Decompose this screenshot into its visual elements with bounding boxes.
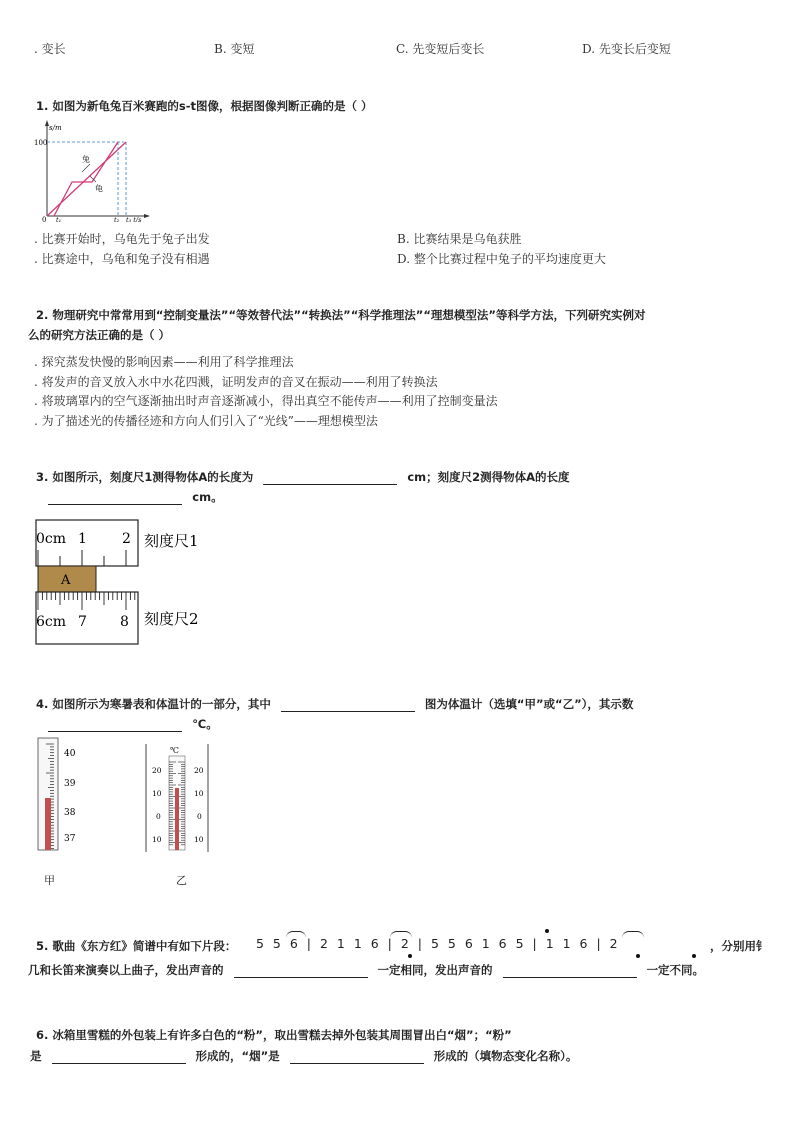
q4-blank-1[interactable] — [281, 699, 415, 712]
ruler2-name: 刻度尺2 — [144, 610, 199, 628]
q2-option-c: . 将玻璃罩内的空气逐渐抽出时声音逐渐减小，得出真空不能传声——利用了控制变量法 — [34, 394, 498, 408]
q6-line2-part1: 是 — [30, 1049, 42, 1063]
origin-label: 0 — [42, 216, 47, 222]
ruler2-label-2: 8 — [120, 614, 129, 630]
option-d: D. 先变长后变短 — [582, 42, 671, 56]
slur-1 — [286, 931, 306, 938]
q2-option-d: . 为了描述光的传播径迹和方向人们引入了“光线”——理想模型法 — [34, 414, 378, 428]
q6-line2-part2: 形成的，“烟”是 — [195, 1049, 280, 1063]
t2-label: t₂ — [114, 216, 120, 222]
jia-tick-40: 40 — [64, 749, 76, 759]
rabbit-label: 兔 — [82, 155, 90, 164]
option-b: B. 变短 — [214, 42, 255, 56]
turtle-line — [47, 142, 126, 216]
jia-tick-39: 39 — [64, 779, 76, 789]
q3-stem-part1: 3. 如图所示，刻度尺1测得物体A的长度为 — [36, 470, 254, 484]
slur-2 — [390, 931, 412, 938]
yi-tick-left-m10: 10 — [152, 835, 162, 844]
q4-stem-part1: 4. 如图所示为寒暑表和体温计的一部分，其中 — [36, 697, 271, 711]
q1-st-graph — [34, 118, 154, 222]
dot-high-1 — [545, 929, 549, 933]
y-tick-100: 100 — [34, 139, 48, 147]
ruler1-label-1: 1 — [78, 531, 87, 547]
q2-option-a: . 探究蒸发快慢的影响因素——利用了科学推理法 — [34, 355, 294, 369]
q1-stem: 1. 如图为新龟兔百米赛跑的s-t图像，根据图像判断正确的是（ ） — [36, 99, 373, 113]
yi-tick-right-20: 20 — [194, 766, 204, 775]
yi-tick-left-20: 20 — [152, 766, 162, 775]
q3-stem — [36, 469, 570, 485]
label-yi: 乙 — [176, 874, 187, 887]
q2-option-b: . 将发声的音叉放入水中水花四溅，证明发声的音叉在振动——利用了转换法 — [34, 375, 438, 389]
option-c: C. 先变短后变长 — [396, 42, 485, 56]
ruler1-label-2: 2 — [122, 531, 131, 547]
q3-blank-2[interactable] — [48, 492, 182, 505]
q1-option-c: . 比赛途中，乌龟和兔子没有相遇 — [34, 252, 210, 266]
ruler2-label-0: 6cm — [36, 614, 67, 630]
q5-line2-part3: 一定不同。 — [646, 963, 705, 977]
yi-tick-right-m10: 10 — [194, 835, 204, 844]
q3-stem-line2 — [30, 489, 223, 505]
object-a-label: A — [61, 573, 71, 588]
yi-tick-left-0: 0 — [156, 812, 161, 821]
q5-line2-part2: 一定相同，发出声音的 — [377, 963, 493, 977]
ruler1-label-0: 0cm — [36, 531, 67, 547]
slur-3 — [622, 931, 644, 938]
yi-tick-left-10: 10 — [152, 789, 162, 798]
q6-stem: 6. 冰箱里雪糕的外包装上有许多白色的“粉”，取出雪糕去掉外包装其周围冒出白“烟”；“粉” — [36, 1028, 512, 1042]
q5-line2-part1: 几和长笛来演奏以上曲子，发出声音的 — [28, 963, 224, 977]
thermometer-jia — [36, 736, 86, 854]
q6-line2-part3: 形成的（填物态变化名称）。 — [433, 1049, 578, 1063]
dot-low-3 — [692, 954, 696, 958]
ruler2-ticks — [38, 592, 135, 610]
q1-option-a: . 比赛开始时，乌龟先于兔子出发 — [34, 232, 210, 246]
q5-notation: 5 5 6 | 2 1 1 6 | 2 | 5 5 6 1 6 5 | 1 1 6 | 2 — [256, 936, 619, 951]
yi-liquid — [175, 788, 179, 850]
q5-line2 — [28, 962, 704, 978]
jia-tick-37: 37 — [64, 834, 76, 844]
q4-stem — [36, 696, 633, 712]
q3-rulers-figure — [34, 518, 224, 648]
q4-stem-part3: ℃。 — [192, 717, 218, 731]
q2-stem-line1: 2. 物理研究中常常用到“控制变量法”“等效替代法”“转换法”“科学推理法”“理想模型法”等科学方法，下列研究实例对 — [36, 308, 646, 322]
q4-stem-line2 — [30, 716, 218, 732]
q4-blank-2[interactable] — [48, 719, 182, 732]
option-a: . 变长 — [34, 42, 66, 56]
yi-tick-right-10: 10 — [194, 789, 204, 798]
q5-stem-tail: ，分别用钅 — [710, 939, 768, 953]
q1-option-b: B. 比赛结果是乌龟获胜 — [397, 232, 522, 246]
q3-stem-part3: cm。 — [192, 490, 223, 504]
q5-blank-2[interactable] — [503, 965, 637, 978]
q5-stem: 5. 歌曲《东方红》简谱中有如下片段： — [36, 939, 237, 953]
dot-low-2 — [636, 954, 640, 958]
q1-option-d: D. 整个比赛过程中兔子的平均速度更大 — [397, 252, 606, 266]
thermometer-yi — [144, 742, 210, 854]
y-axis-label: s/m — [49, 124, 62, 132]
q6-blank-1[interactable] — [52, 1051, 186, 1064]
yi-tick-right-0: 0 — [197, 812, 202, 821]
q3-blank-1[interactable] — [263, 472, 397, 485]
ruler2-label-1: 7 — [78, 614, 87, 630]
q5-blank-1[interactable] — [234, 965, 368, 978]
q6-blank-2[interactable] — [290, 1051, 424, 1064]
t1-label: t₁ — [56, 216, 62, 222]
q2-stem-line2: 么的研究方法正确的是（ ） — [28, 328, 171, 342]
yi-unit: ℃ — [170, 746, 179, 755]
jia-tick-38: 38 — [64, 808, 76, 818]
label-jia: 甲 — [44, 874, 55, 887]
dot-low-1 — [408, 954, 412, 958]
turtle-label: 龟 — [95, 184, 103, 193]
t-axis-label: t₃ t/s — [126, 216, 142, 222]
q4-stem-part2: 图为体温计（选填“甲”或“乙”），其示数 — [424, 697, 634, 711]
ruler1-name: 刻度尺1 — [144, 532, 199, 550]
q6-line2 — [30, 1048, 577, 1064]
jia-mercury — [45, 798, 51, 850]
q3-stem-part2: cm；刻度尺2测得物体A的长度 — [407, 470, 570, 484]
